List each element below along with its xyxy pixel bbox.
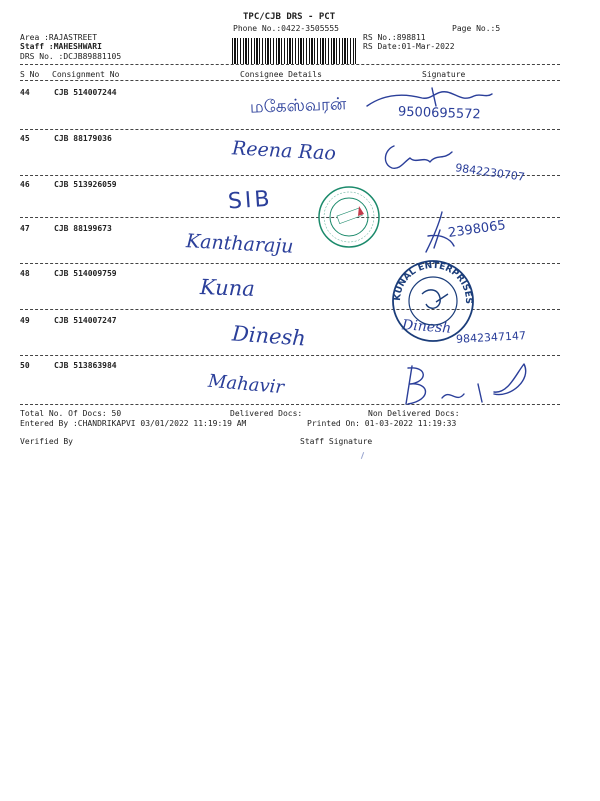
row-sno: 45 (20, 134, 30, 143)
row-sno: 48 (20, 269, 30, 278)
document-title: TPC/CJB DRS - PCT (243, 12, 336, 22)
row-consignment: CJB 88179036 (54, 134, 112, 143)
row-consignment: CJB 514009759 (54, 269, 117, 278)
non-delivered-docs: Non Delivered Docs: (368, 409, 460, 418)
staff-signature-label: Staff Signature (300, 437, 373, 446)
pen-mark (361, 452, 364, 459)
row-divider (20, 129, 560, 130)
delivered-docs: Delivered Docs: (230, 409, 303, 418)
signature-scribble (398, 358, 538, 410)
handwritten-consignee: Mahavir (207, 370, 285, 399)
row-consignment: CJB 513926059 (54, 180, 117, 189)
handwritten-consignee: Kantharaju (185, 230, 295, 258)
row-consignment: CJB 88199673 (54, 224, 112, 233)
handwritten-consignee: Dinesh (231, 321, 307, 351)
divider (20, 80, 560, 81)
row-divider (20, 355, 560, 356)
drs-number: DRS No. :DCJB89881105 (20, 52, 122, 61)
row-consignment: CJB 513863984 (54, 361, 117, 370)
col-header-consignment: Consignment No (52, 70, 120, 79)
row-sno: 47 (20, 224, 30, 233)
printed-on: Printed On: 01-03-2022 11:19:33 (307, 419, 457, 428)
signature-number: 9500695572 (397, 104, 481, 123)
verified-by: Verified By (20, 437, 73, 446)
stamp-text: KUNAL ENTERPRISES (392, 260, 474, 305)
row-consignment: CJB 514007244 (54, 88, 117, 97)
staff-field: Staff :MAHESHWARI (20, 42, 102, 51)
entered-by: Entered By :CHANDRIKAPVI 03/01/2022 11:19:19 AM (20, 419, 247, 428)
total-docs: Total No. Of Docs: 50 (20, 409, 122, 418)
divider (20, 64, 560, 65)
row-sno: 50 (20, 361, 30, 370)
row-sno: 46 (20, 180, 30, 189)
col-header-signature: Signature (422, 70, 466, 79)
bank-stamp-icon (314, 184, 384, 250)
rs-number: RS No.:898811 (363, 33, 426, 42)
rs-date: RS Date:01-Mar-2022 (363, 42, 455, 51)
row-consignment: CJB 514007247 (54, 316, 117, 325)
handwritten-consignee: Reena Rao (231, 137, 337, 165)
signature-number: 9842230707 (454, 161, 526, 184)
barcode (232, 38, 356, 64)
handwritten-consignee: Kuna (199, 275, 256, 301)
signature-number: 9842347147 (455, 329, 527, 346)
signature-number: 2398065 (447, 218, 507, 241)
signature-text: Dinesh (401, 317, 452, 337)
signature-scribble (380, 140, 460, 174)
handwritten-consignee: மகேஸ்வரன் (249, 94, 347, 118)
company-stamp-icon (386, 258, 480, 344)
page-number: Page No.:5 (452, 24, 501, 33)
svg-text:KUNAL ENTERPRISES (393, 261, 473, 304)
handwritten-consignee: SIB (227, 186, 274, 215)
col-header-consignee: Consignee Details (240, 70, 322, 79)
row-sno: 44 (20, 88, 30, 97)
col-header-sno: S No (20, 70, 40, 79)
phone-number: Phone No.:0422-3505555 (233, 24, 339, 33)
area-field: Area :RAJASTREET (20, 33, 98, 42)
row-sno: 49 (20, 316, 30, 325)
